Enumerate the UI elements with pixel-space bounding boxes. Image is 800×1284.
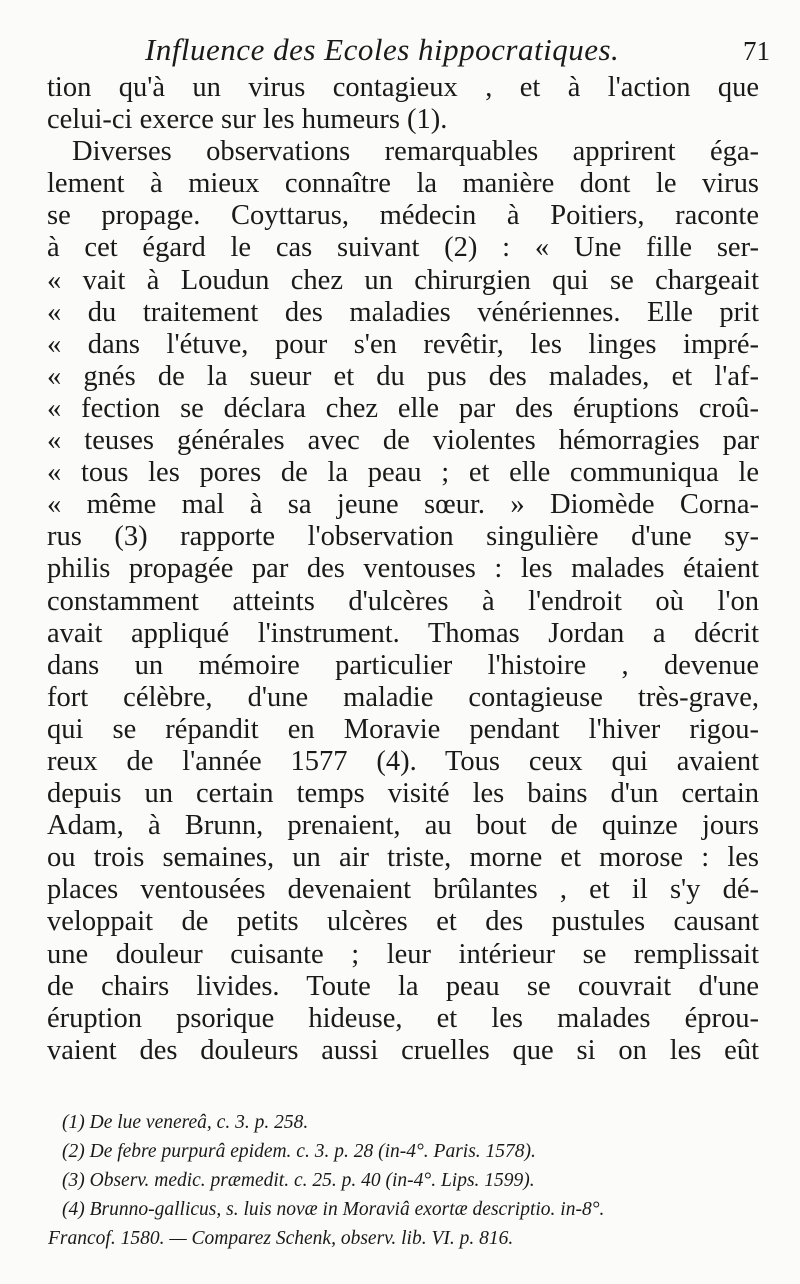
text-line: se propage. Coyttarus, médecin à Poitiers, raconte bbox=[47, 200, 759, 232]
text-line: ou trois semaines, un air triste, morne et morose : les bbox=[47, 842, 759, 874]
footnote-4: (4) Brunno-gallicus, s. luis novæ in Moraviâ exortæ descriptio. in-8°. bbox=[62, 1199, 605, 1220]
text-line: de chairs livides. Toute la peau se couvrait d'une bbox=[47, 970, 759, 1002]
text-line: une douleur cuisante ; leur intérieur se remplissait bbox=[47, 938, 759, 970]
text-line: depuis un certain temps visité les bains d'un certain bbox=[47, 778, 759, 810]
text-line: places ventousées devenaient brûlantes , et il s'y dé- bbox=[47, 874, 759, 906]
text-line: à cet égard le cas suivant (2) : « Une fille ser- bbox=[47, 232, 759, 264]
text-line: celui-ci exerce sur les humeurs (1). bbox=[47, 104, 448, 136]
text-line: lement à mieux connaître la manière dont le virus bbox=[47, 168, 759, 200]
text-line: avait appliqué l'instrument. Thomas Jordan a décrit bbox=[47, 617, 759, 649]
running-title: Influence des Ecoles hippocratiques. bbox=[145, 32, 620, 67]
footnote-4-continued: Francof. 1580. — Comparez Schenk, observ. lib. VI. p. 816. bbox=[48, 1228, 514, 1249]
text-line: reux de l'année 1577 (4). Tous ceux qui avaient bbox=[47, 745, 759, 777]
text-line: « du traitement des maladies vénériennes. Elle prit bbox=[47, 296, 759, 328]
footnote-3: (3) Observ. medic. præmedit. c. 25. p. 40 (in-4°. Lips. 1599). bbox=[62, 1170, 535, 1191]
body-text bbox=[47, 72, 759, 1067]
text-line: « fection se déclara chez elle par des éruptions croû- bbox=[47, 392, 759, 424]
text-line: tion qu'à un virus contagieux , et à l'action que bbox=[47, 72, 759, 103]
text-line: « vait à Loudun chez un chirurgien qui se chargeait bbox=[47, 264, 759, 296]
text-line: dans un mémoire particulier l'histoire , devenue bbox=[47, 649, 759, 681]
page-number: 71 bbox=[743, 36, 770, 66]
text-line: rus (3) rapporte l'observation singulière d'une sy- bbox=[47, 521, 759, 553]
text-line: vaient des douleurs aussi cruelles que si on les eût bbox=[47, 1034, 759, 1066]
text-line: Diverses observations remarquables apprirent éga- bbox=[72, 136, 759, 168]
text-line: « dans l'étuve, pour s'en revêtir, les linges impré- bbox=[47, 328, 759, 360]
text-line: Adam, à Brunn, prenaient, au bout de quinze jours bbox=[47, 810, 759, 842]
text-line: « gnés de la sueur et du pus des malades, et l'af- bbox=[47, 360, 759, 392]
text-line: « même mal à sa jeune sœur. » Diomède Corna- bbox=[47, 489, 759, 521]
footnote-2: (2) De febre purpurâ epidem. c. 3. p. 28 (in-4°. Paris. 1578). bbox=[62, 1141, 536, 1162]
text-line: « teuses générales avec de violentes hémorragies par bbox=[47, 425, 759, 457]
text-line: veloppait de petits ulcères et des pustules causant bbox=[47, 906, 759, 938]
footnotes bbox=[48, 1108, 754, 1253]
text-line: éruption psorique hideuse, et les malades éprou- bbox=[47, 1002, 759, 1034]
text-line: « tous les pores de la peau ; et elle communiqua le bbox=[47, 457, 759, 489]
text-line: fort célèbre, d'une maladie contagieuse très-grave, bbox=[47, 681, 759, 713]
text-line: constamment atteints d'ulcères à l'endroit où l'on bbox=[47, 585, 759, 617]
page-header bbox=[40, 30, 770, 70]
footnote-1: (1) De lue venereâ, c. 3. p. 258. bbox=[62, 1112, 309, 1133]
text-line: qui se répandit en Moravie pendant l'hiver rigou- bbox=[47, 713, 759, 745]
text-line: philis propagée par des ventouses : les malades étaient bbox=[47, 553, 759, 585]
